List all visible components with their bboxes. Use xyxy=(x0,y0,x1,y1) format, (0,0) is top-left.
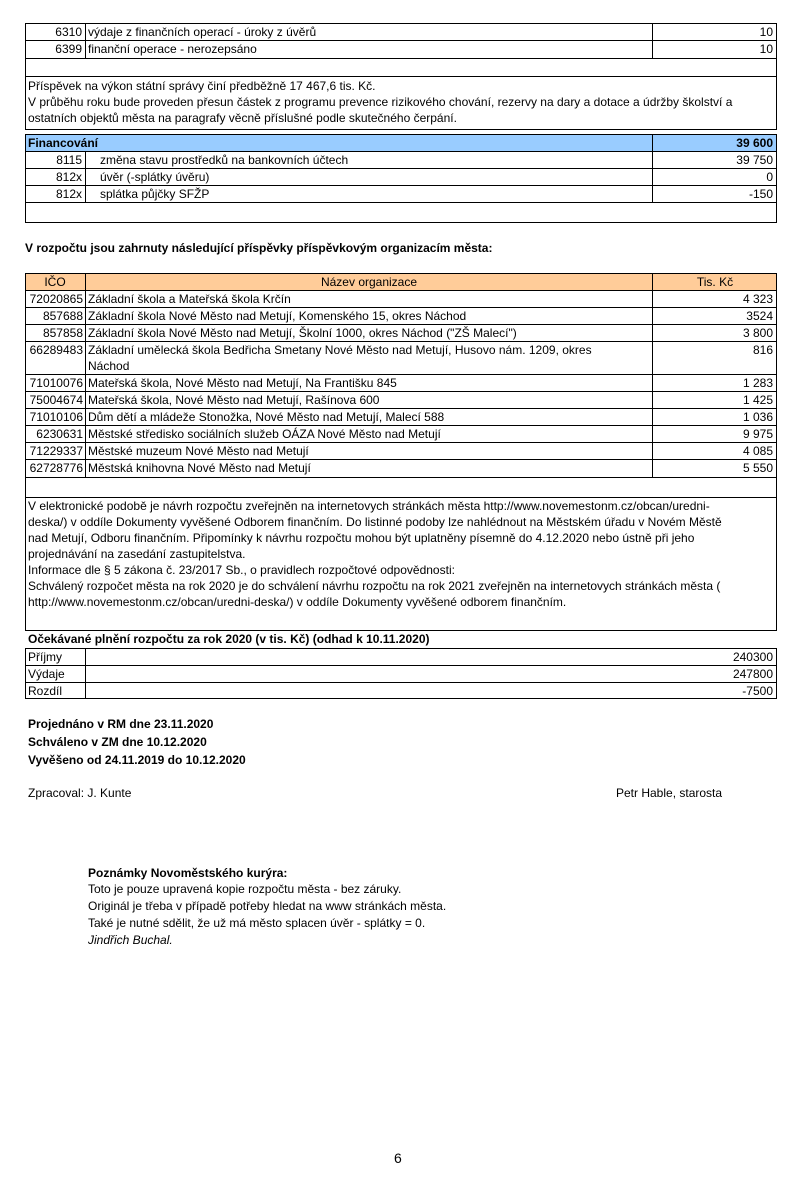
page-number: 6 xyxy=(394,1150,402,1166)
org-ico: 62728776 xyxy=(29,461,83,475)
financing-item-text: změna stavu prostředků na bankovních účtech xyxy=(100,153,349,167)
courier-notes-title: Poznámky Novoměstského kurýra: xyxy=(88,866,288,880)
org-name: Základní umělecká škola Bedřicha Smetany Nové Město nad Metují, Husovo nám. 1209, okres xyxy=(88,343,592,357)
org-heading: V rozpočtu jsou zahrnuty následující příspěvky příspěvkovým organizacím města: xyxy=(25,241,493,255)
expected-value: 247800 xyxy=(732,667,773,681)
info-line: Informace dle § 5 zákona č. 23/2017 Sb., o pravidlech rozpočtové odpovědnosti: xyxy=(28,563,455,577)
org-name: Mateřská škola, Nové Město nad Metují, Na Františku 845 xyxy=(88,376,397,390)
org-value: 4 323 xyxy=(742,292,773,306)
org-name: Dům dětí a mládeže Stonožka, Nové Město nad Metují, Malecí 588 xyxy=(88,410,445,424)
info-line: nad Metují, Odboru finančním. Připomínky k návrhu rozpočtu mohou být uplatněny písemně do 4.12.2020 nebo ústně při jeho xyxy=(28,531,695,545)
org-value: 1 283 xyxy=(742,376,773,390)
column-header-name: Název organizace xyxy=(320,275,418,289)
expected-value: 240300 xyxy=(732,650,773,664)
financing-total: 39 600 xyxy=(736,136,773,150)
expected-heading: Očekávané plnění rozpočtu za rok 2020 (v tis. Kč) (odhad k 10.11.2020) xyxy=(28,632,430,646)
org-ico: 75004674 xyxy=(29,393,83,407)
expected-value: -7500 xyxy=(742,684,773,698)
mayor-signature: Petr Hable, starosta xyxy=(616,786,723,800)
org-name: Městské středisko sociálních služeb OÁZA Nové Město nad Metují xyxy=(88,427,441,441)
org-name: Základní škola Nové Město nad Metují, Komenského 15, okres Náchod xyxy=(88,309,467,323)
org-ico: 6230631 xyxy=(36,427,83,441)
column-header-ico: IČO xyxy=(44,275,66,289)
courier-note-line: Originál je třeba v případě potřeby hledat na www stránkách města. xyxy=(88,899,447,913)
org-value: 3524 xyxy=(746,309,773,323)
info-line: projednávání na zasedání zastupitelstva. xyxy=(28,547,246,561)
org-value: 1 425 xyxy=(742,393,773,407)
expected-label: Příjmy xyxy=(28,650,62,664)
org-ico: 66289483 xyxy=(29,343,83,357)
financing-code: 812x xyxy=(55,187,82,201)
financing-code: 8115 xyxy=(56,153,82,167)
financing-value: -150 xyxy=(748,187,773,201)
org-ico: 72020865 xyxy=(29,292,83,306)
budget-value: 10 xyxy=(759,25,773,39)
org-value: 816 xyxy=(752,343,773,357)
budget-code: 6399 xyxy=(55,42,82,56)
org-value: 3 800 xyxy=(742,326,773,340)
courier-note-line: Také je nutné sdělit, že už má město splacen úvěr - splátky = 0. xyxy=(88,916,426,930)
info-line: deska/) v oddíle Dokumenty vyvěšené Odborem finančním. Do listinné podoby lze nahlédnout na Městském úřadu v Novém Městě xyxy=(28,515,722,529)
info-line: Schválený rozpočet města na rok 2020 je do schválení návrhu rozpočtu na rok 2021 zveřejněn na internetovych stránkách města ( xyxy=(28,579,721,593)
org-value: 4 085 xyxy=(742,444,773,458)
org-name: Městské muzeum Nové Město nad Metují xyxy=(88,444,309,458)
org-name-continued: Náchod xyxy=(88,359,130,373)
approval-rm: Projednáno v RM dne 23.11.2020 xyxy=(28,717,214,731)
budget-value: 10 xyxy=(759,42,773,56)
org-value: 1 036 xyxy=(742,410,773,424)
financing-item-text: úvěr (-splátky úvěru) xyxy=(100,170,210,184)
approval-posted: Vyvěšeno od 24.11.2019 do 10.12.2020 xyxy=(28,753,246,767)
courier-note-line: Toto je pouze upravená kopie rozpočtu města - bez záruky. xyxy=(88,882,402,896)
financing-item-text: splátka půjčky SFŽP xyxy=(100,187,210,201)
org-name: Základní škola a Mateřská škola Krčín xyxy=(88,292,291,306)
org-name: Mateřská škola, Nové Město nad Metují, Rašínova 600 xyxy=(88,393,380,407)
org-name: Městská knihovna Nové Město nad Metují xyxy=(88,461,311,475)
expected-label: Výdaje xyxy=(28,667,65,681)
org-value: 5 550 xyxy=(742,461,773,475)
approval-zm: Schváleno v ZM dne 10.12.2020 xyxy=(28,735,207,749)
org-ico: 71010076 xyxy=(29,376,83,390)
note-line: V průběhu roku bude proveden přesun částek z programu prevence rizikového chování, rezervy na dary a dotace a údržby školství a xyxy=(28,95,733,109)
financing-value: 39 750 xyxy=(736,153,773,167)
expected-label: Rozdíl xyxy=(28,684,63,698)
financing-label: Financování xyxy=(28,136,99,150)
org-name: Základní škola Nové Město nad Metují, Školní 1000, okres Náchod ("ZŠ Malecí") xyxy=(88,326,517,340)
org-ico: 71229337 xyxy=(29,444,83,458)
org-ico: 857858 xyxy=(42,326,83,340)
info-line: http://www.novemestonm.cz/obcan/uredni-deska/) v oddíle Dokumenty vyvěšené odborem finančním. xyxy=(28,595,567,609)
column-header-value: Tis. Kč xyxy=(696,275,734,289)
financing-value: 0 xyxy=(766,170,773,184)
info-line: V elektronické podobě je návrh rozpočtu zveřejněn na internetovych stránkách města http://www.novemestonm.cz/obcan/uredni- xyxy=(28,499,710,513)
org-value: 9 975 xyxy=(742,427,773,441)
org-ico: 71010106 xyxy=(29,410,83,424)
budget-code: 6310 xyxy=(55,25,82,39)
org-ico: 857688 xyxy=(42,309,83,323)
courier-note-signature: Jindřich Buchal. xyxy=(88,933,173,947)
financing-code: 812x xyxy=(55,170,82,184)
prepared-by: Zpracoval: J. Kunte xyxy=(28,786,132,800)
budget-item-text: výdaje z finančních operací - úroky z úvěrů xyxy=(88,25,317,39)
note-line: ostatních objektů města na paragrafy věcně příslušné podle skutečného čerpání. xyxy=(28,111,457,125)
budget-item-text: finanční operace - nerozepsáno xyxy=(88,42,257,56)
note-line: Příspěvek na výkon státní správy činí předběžně 17 467,6 tis. Kč. xyxy=(28,79,376,93)
